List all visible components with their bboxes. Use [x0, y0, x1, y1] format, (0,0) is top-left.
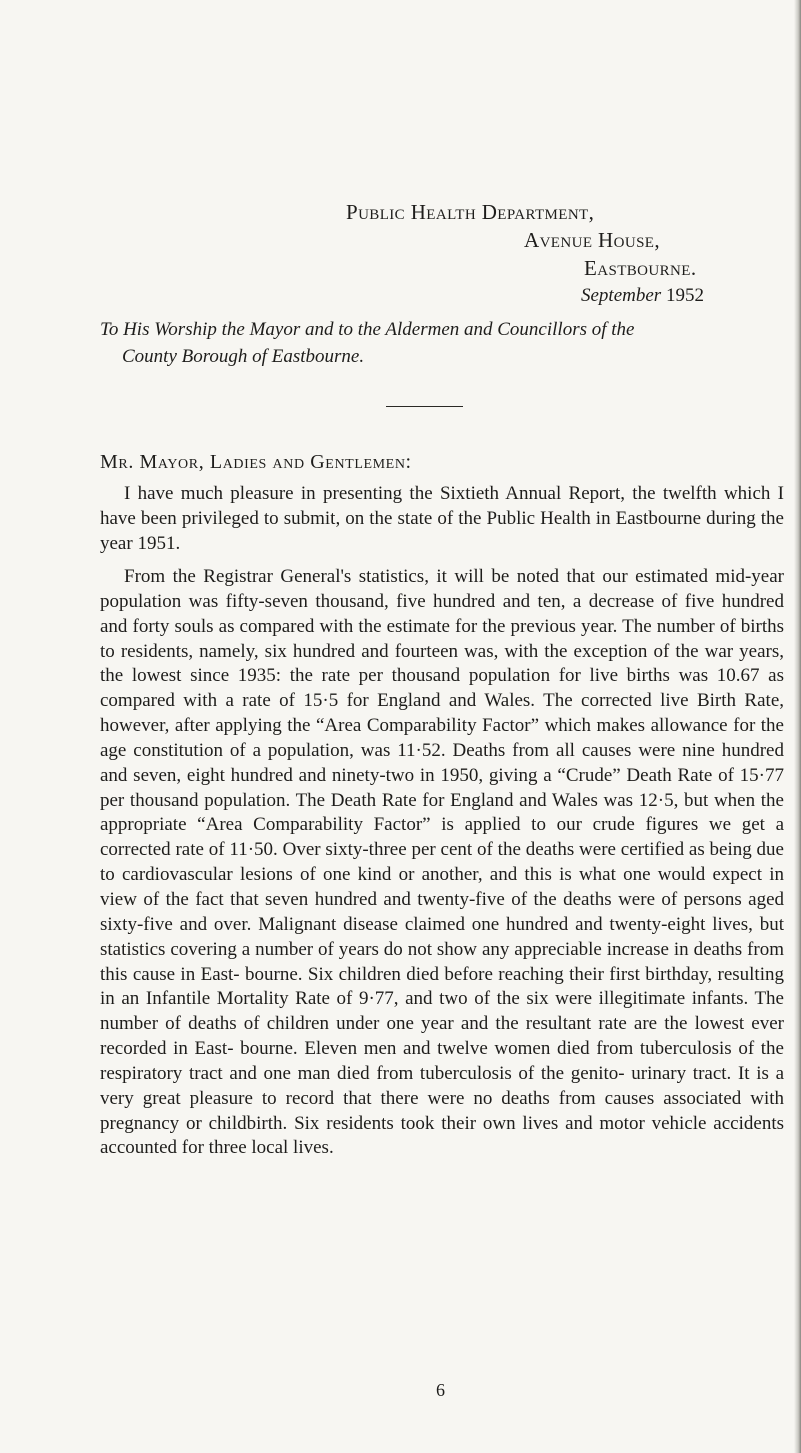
paragraph-1: I have much pleasure in presenting the Sixtieth Annual Report, the twelfth which I have been privileged to submit, on the state of the Public Health in Eastbourne during the year 1951.: [100, 483, 784, 554]
page-number: 6: [436, 1380, 445, 1400]
date-month: September: [581, 285, 662, 306]
section-divider: [386, 406, 463, 407]
addressee: [100, 316, 790, 370]
date-year: 1952: [665, 285, 704, 306]
salutation: Mr. Mayor, Ladies and Gentlemen:: [100, 451, 412, 473]
page-edge-shadow: [794, 0, 801, 1453]
paragraph-2: From the Registrar General's statistics, it will be noted that our estimated mid-year population was fifty-seven thousand, five hundred and ten, a decrease of five hundred and forty souls as compared with the estimate for the previous year. The number of births to residents, namely, six hundred and fourteen was, with the exception of the war years, the lowest since 1935: the rate per thousand population for live births was 10.67 as compared with a rate of 15·5 for England and Wales. The corrected live Birth Rate, however, after applying the “Area Comparability Factor” which makes allowance for the age constitution of a population, was 11·52. Deaths from all causes were nine hundred and seven, eight hundred and ninety-two in 1950, giving a “Crude” Death Rate of 15·77 per thousand population. The Death Rate for England and Wales was 12·5, but when the appropriate “Area Comparability Factor” is applied to our crude figures we get a corrected rate of 11·50. Over sixty-three per cent of the deaths were certified as being due to cardiovascular lesions of one kind or another, and this is what one would expect in view of the fact that seven hundred and twenty-five of the deaths were of persons aged sixty-five and over. Malignant disease claimed one hundred and twenty-eight lives, but statistics covering a number of years do not show any appreciable increase in deaths from this cause in East- bourne. Six children died before reaching their first birthday, resulting in an Infantile Mortality Rate of 9·77, and two of the six were illegitimate infants. The number of deaths of children under one year and the resultant rate are the lowest ever recorded in East- bourne. Eleven men and twelve women died from tuberculosis of the respiratory tract and one man died from tuberculosis of the genito- urinary tract. It is a very great pleasure to record that there were no deaths from causes associated with pregnancy or childbirth. Six residents took their own lives and motor vehicle accidents accounted for three local lives.: [100, 566, 784, 1159]
letter-date: [581, 282, 704, 310]
building-line: Avenue House,: [524, 228, 661, 252]
addressee-line-1: To His Worship the Mayor and to the Aldermen and Councillors of the: [100, 319, 635, 340]
town-line: Eastbourne.: [584, 256, 697, 280]
department-line: Public Health Department,: [346, 200, 595, 224]
addressee-line-2: County Borough of Eastbourne.: [122, 346, 365, 367]
